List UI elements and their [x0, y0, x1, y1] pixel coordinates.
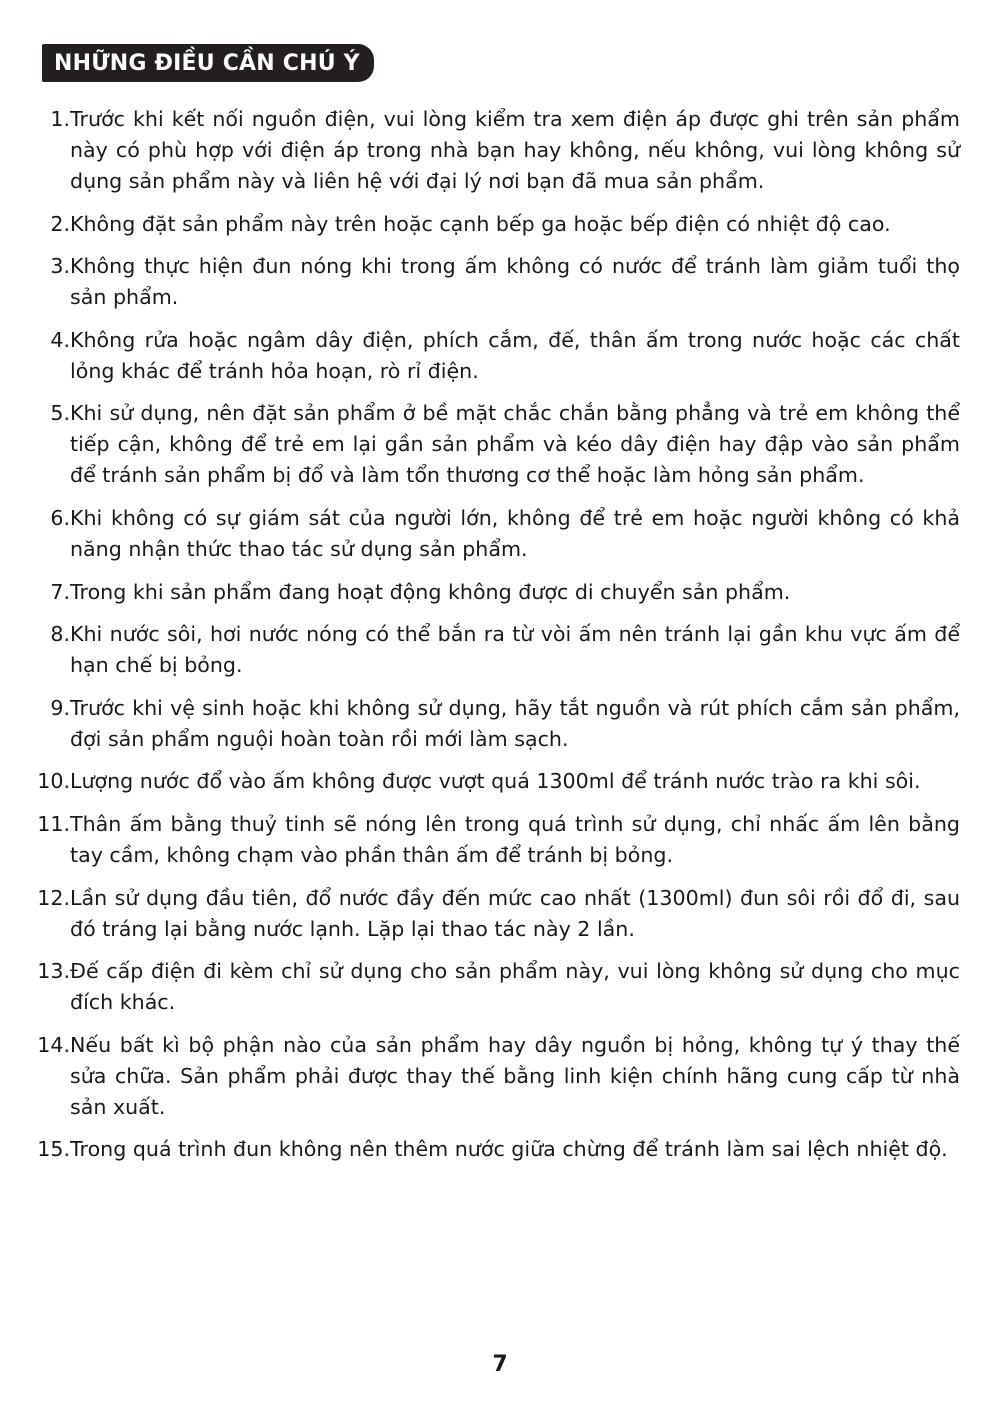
note-number: 7.: [50, 579, 70, 604]
note-text: Trong quá trình đun không nên thêm nước giữa chừng để tránh làm sai lệch nhiệt độ.: [70, 1137, 948, 1162]
note-number: 13.: [37, 959, 70, 984]
note-text: Không thực hiện đun nóng khi trong ấm không có nước để tránh làm giảm tuổi thọ sản phẩm.: [70, 254, 960, 310]
notes-list: [36, 104, 960, 1177]
note-text: Khi sử dụng, nên đặt sản phẩm ở bề mặt chắc chắn bằng phẳng và trẻ em không thể tiếp cận, không để trẻ em lại gần sản phẩm và kéo dây điện hay đập vào sản phẩm để tránh sản phẩm bị đổ và làm tổn thương cơ thể hoặc làm hỏng sản phẩm.: [70, 401, 960, 488]
note-text: Không đặt sản phẩm này trên hoặc cạnh bếp ga hoặc bếp điện có nhiệt độ cao.: [70, 211, 891, 236]
note-item-2: [36, 209, 960, 240]
note-number: 3.: [50, 254, 70, 279]
note-text: Khi không có sự giám sát của người lớn, không để trẻ em hoặc người không có khả năng nhận thức thao tác sử dụng sản phẩm.: [70, 505, 960, 561]
note-number: 10.: [37, 769, 70, 794]
note-number: 15.: [37, 1137, 70, 1162]
note-number: 5.: [50, 401, 70, 426]
note-number: 1.: [50, 107, 70, 131]
note-item-14: [36, 1030, 960, 1123]
note-number: 14.: [37, 1032, 70, 1057]
note-text: Lần sử dụng đầu tiên, đổ nước đầy đến mức cao nhất (1300ml) đun sôi rồi đổ đi, sau đó tráng lại bằng nước lạnh. Lặp lại thao tác này 2 lần.: [70, 885, 960, 941]
note-item-1: [36, 104, 960, 197]
note-text: Trước khi vệ sinh hoặc khi không sử dụng, hãy tắt nguồn và rút phích cắm sản phẩm, đợi sản phẩm nguội hoàn toàn rồi mới làm sạch.: [70, 695, 960, 751]
note-item-12: [36, 883, 960, 945]
note-item-4: [36, 325, 960, 387]
note-number: 12.: [37, 885, 70, 910]
note-number: 9.: [50, 695, 70, 720]
note-item-10: [36, 766, 960, 797]
note-number: 2.: [50, 211, 70, 236]
note-item-9: [36, 693, 960, 755]
section-title-badge: [42, 44, 374, 82]
section-title: NHỮNG ĐIỀU CẦN CHÚ Ý: [54, 50, 360, 76]
note-item-8: [36, 619, 960, 681]
note-item-5: [36, 398, 960, 491]
note-item-11: [36, 809, 960, 871]
note-number: 4.: [50, 327, 70, 352]
note-item-6: [36, 503, 960, 565]
note-item-3: [36, 251, 960, 313]
note-item-7: [36, 577, 960, 608]
note-text: Thân ấm bằng thuỷ tinh sẽ nóng lên trong quá trình sử dụng, chỉ nhấc ấm lên bằng tay cầm, không chạm vào phần thân ấm để tránh bị bỏng.: [70, 811, 960, 867]
note-item-13: [36, 956, 960, 1018]
note-text: Đế cấp điện đi kèm chỉ sử dụng cho sản phẩm này, vui lòng không sử dụng cho mục đích khác.: [70, 959, 960, 1015]
note-item-15: [36, 1134, 960, 1165]
note-number: 8.: [50, 622, 70, 647]
note-number: 11.: [37, 811, 70, 836]
note-text: Nếu bất kì bộ phận nào của sản phẩm hay dây nguồn bị hỏng, không tự ý thay thế sửa chữa. Sản phẩm phải được thay thế bằng linh kiện chính hãng cung cấp từ nhà sản xuất.: [70, 1032, 960, 1119]
note-text: Không rửa hoặc ngâm dây điện, phích cắm, đế, thân ấm trong nước hoặc các chất lỏng khác để tránh hỏa hoạn, rò rỉ điện.: [70, 327, 960, 383]
page-number: 7: [492, 1352, 508, 1377]
note-number: 6.: [50, 505, 70, 530]
note-text: Trong khi sản phẩm đang hoạt động không được di chuyển sản phẩm.: [70, 579, 791, 604]
note-text: Lượng nước đổ vào ấm không được vượt quá 1300ml để tránh nước trào ra khi sôi.: [70, 769, 921, 794]
note-text: Trước khi kết nối nguồn điện, vui lòng kiểm tra xem điện áp được ghi trên sản phẩm này có phù hợp với điện áp trong nhà bạn hay không, nếu không, vui lòng không sử dụng sản phẩm này và liên hệ với đại lý nơi bạn đã mua sản phẩm.: [70, 107, 960, 193]
note-text: Khi nước sôi, hơi nước nóng có thể bắn ra từ vòi ấm nên tránh lại gần khu vực ấm để hạn chế bị bỏng.: [70, 622, 960, 678]
